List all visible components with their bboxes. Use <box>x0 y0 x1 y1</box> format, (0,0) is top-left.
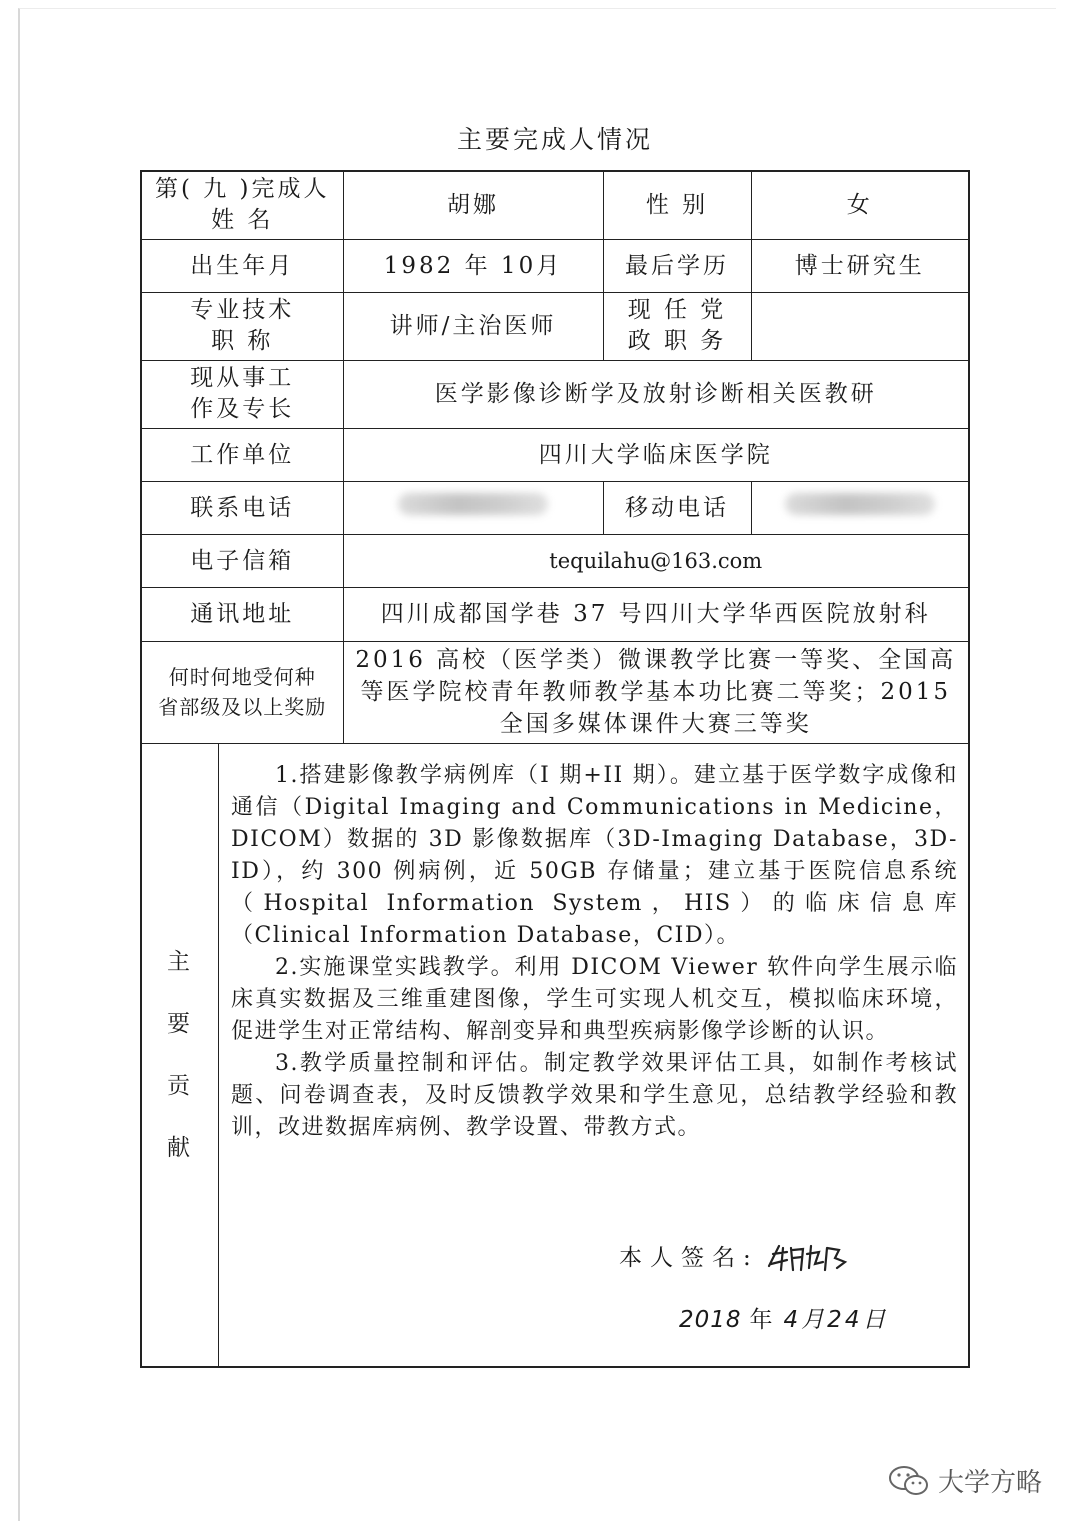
table-row <box>141 534 969 587</box>
post-label-line2: 政 职 务 <box>627 328 727 354</box>
contribution-cell <box>141 743 969 1367</box>
completer-info-table <box>140 170 970 1368</box>
document-title: 主要完成人情况 <box>456 125 653 154</box>
work-label-line1: 现从事工 <box>190 365 295 391</box>
redaction-blur <box>398 493 548 515</box>
title-label-line1: 专业技术 <box>190 297 295 323</box>
work-label-cell <box>141 360 343 428</box>
post-value <box>751 292 969 360</box>
post-label-line1: 现 任 党 <box>627 297 727 323</box>
name-value: 胡娜 <box>343 171 603 239</box>
birth-value: 1982 年 10月 <box>343 239 603 292</box>
table-row <box>141 360 969 428</box>
title-label-cell <box>141 292 343 360</box>
contribution-label-char: 贡 <box>167 1072 193 1099</box>
education-value: 博士研究生 <box>751 239 969 292</box>
table-row <box>141 171 969 239</box>
mobile-label: 移动电话 <box>603 481 751 534</box>
work-label-line2: 作及专长 <box>190 396 295 422</box>
phone-value-redacted <box>343 481 603 534</box>
education-label: 最后学历 <box>603 239 751 292</box>
email-label: 电子信箱 <box>141 534 343 587</box>
gender-label: 性 别 <box>603 171 751 239</box>
contribution-wrap <box>142 744 968 1366</box>
signature-row <box>619 1240 855 1276</box>
awards-label-line2: 省部级及以上奖励 <box>158 695 327 719</box>
table-row <box>141 481 969 534</box>
gender-value: 女 <box>751 171 969 239</box>
watermark-text: 大学方略 <box>938 1468 1043 1498</box>
name-label-cell <box>141 171 343 239</box>
table-row <box>141 292 969 360</box>
contribution-paragraph-2: 2.实施课堂实践教学。利用 DICOM Viewer 软件向学生展示临床真实数据及三维重建图像，学生可实现人机交互，模拟临床环境，促进学生对正常结构、解剖变异和典型疾病影像学诊断的认识。 <box>231 954 958 1044</box>
phone-label: 联系电话 <box>141 481 343 534</box>
handwritten-signature <box>765 1240 855 1276</box>
contribution-label-char: 主 <box>167 948 193 975</box>
signature-date <box>679 1304 888 1336</box>
title-value: 讲师/主治医师 <box>343 292 603 360</box>
contribution-label-chars <box>167 946 193 1164</box>
contribution-paragraph-1: 1.搭建影像教学病例库（I 期+II 期）。建立基于医学数字成像和通信（Digital Imaging and Communications in Medicine，DICOM）数据的 3D 影像数据库（3D-Imaging Database，3D-ID），约 300 例病例，近 50GB 存储量；建立基于医院信息系统（Hospital Information System，HIS）的临床信息库（Clinical Information Database，CID）。 <box>231 762 958 948</box>
awards-label-line1: 何时何地受何种 <box>168 665 316 689</box>
contribution-label-char: 要 <box>167 1010 193 1037</box>
table-row <box>141 428 969 481</box>
email-value: tequilahu@163.com <box>343 534 969 587</box>
name-label-line1: 第( 九 )完成人 <box>154 176 330 203</box>
signature-label: 本人签名: <box>619 1244 759 1271</box>
contribution-body <box>219 744 968 1366</box>
address-label: 通讯地址 <box>141 587 343 641</box>
address-value: 四川成都国学巷 37 号四川大学华西医院放射科 <box>343 587 969 641</box>
date-month-day: 4月24日 <box>783 1306 889 1333</box>
redaction-blur <box>785 493 935 515</box>
title-label-line2: 职 称 <box>211 328 274 354</box>
awards-label-cell <box>141 641 343 743</box>
contribution-paragraph-3: 3.教学质量控制和评估。制定教学效果评估工具，如制作考核试题、问卷调查表，及时反馈教学效果和学生意见，总结教学经验和教训，改进数据库病例、教学设置、带教方式。 <box>231 1050 958 1140</box>
contribution-label-char: 献 <box>167 1134 193 1161</box>
table-row <box>141 239 969 292</box>
table-row <box>141 641 969 743</box>
contribution-label <box>142 744 219 1366</box>
post-label-cell <box>603 292 751 360</box>
date-year-suffix: 年 <box>749 1306 776 1333</box>
table-row <box>141 587 969 641</box>
mobile-value-redacted <box>751 481 969 534</box>
table-row <box>141 743 969 1367</box>
awards-value: 2016 高校（医学类）微课教学比赛一等奖、全国高等医学院校青年教师教学基本功比赛二等奖；2015 全国多媒体课件大赛三等奖 <box>343 641 969 743</box>
unit-label: 工作单位 <box>141 428 343 481</box>
unit-value: 四川大学临床医学院 <box>343 428 969 481</box>
watermark <box>888 1462 1042 1499</box>
birth-label: 出生年月 <box>141 239 343 292</box>
wechat-icon <box>888 1464 930 1498</box>
date-year: 2018 <box>679 1306 742 1333</box>
work-value: 医学影像诊断学及放射诊断相关医教研 <box>343 360 969 428</box>
name-label-line2: 姓 名 <box>211 207 274 234</box>
